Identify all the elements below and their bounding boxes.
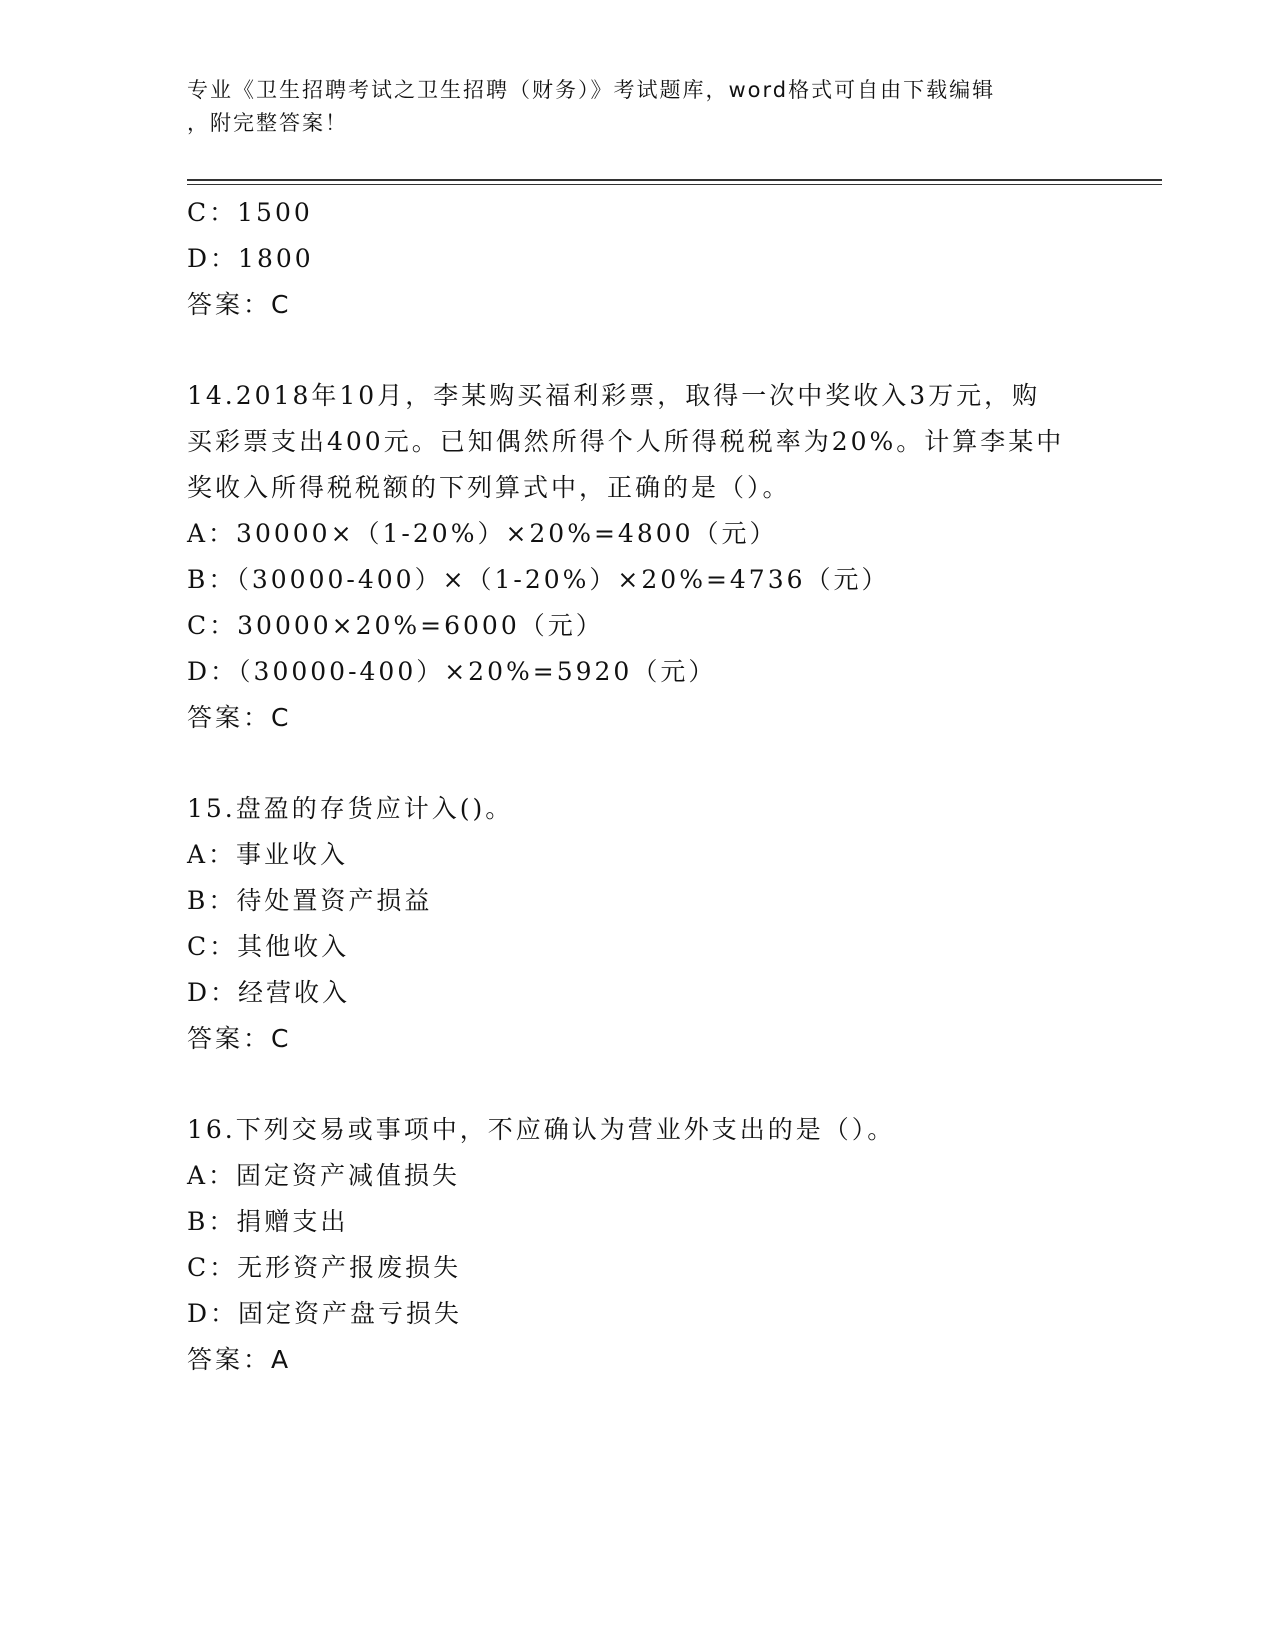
option-b: B：（30000-400）×（1-20%）×20%=4736（元） <box>187 565 890 594</box>
option-d: D：（30000-400）×20%=5920（元） <box>187 657 717 686</box>
header-divider <box>187 179 1162 181</box>
option-d: D：1800 <box>187 244 314 273</box>
answer-line: 答案：A <box>187 1345 292 1374</box>
option-c: C：其他收入 <box>187 932 350 961</box>
option-c: C：30000×20%=6000（元） <box>187 611 604 640</box>
header-line-2: ，附完整答案！ <box>187 111 348 135</box>
option-c: C：1500 <box>187 198 313 227</box>
question-stem-line: 15.盘盈的存货应计入()。 <box>187 794 514 823</box>
answer-line: 答案：C <box>187 703 292 732</box>
answer-line: 答案：C <box>187 1024 292 1053</box>
answer-line: 答案：C <box>187 290 292 319</box>
question-stem-line: 买彩票支出400元。已知偶然所得个人所得税税率为20%。计算李某中 <box>187 427 1065 456</box>
document-header <box>187 74 1087 140</box>
option-a: A：事业收入 <box>187 840 349 869</box>
question-list <box>187 190 1087 1383</box>
option-b: B：捐赠支出 <box>187 1207 349 1236</box>
question-stem-line: 14.2018年10月，李某购买福利彩票，取得一次中奖收入3万元，购 <box>187 381 1041 410</box>
option-b: B：待处置资产损益 <box>187 886 433 915</box>
option-a: A：固定资产减值损失 <box>187 1161 461 1190</box>
question-stem-line: 奖收入所得税税额的下列算式中，正确的是（）。 <box>187 473 791 502</box>
option-c: C：无形资产报废损失 <box>187 1253 462 1282</box>
option-a: A：30000×（1-20%）×20%=4800（元） <box>187 519 778 548</box>
option-d: D：经营收入 <box>187 978 351 1007</box>
option-d: D：固定资产盘亏损失 <box>187 1299 463 1328</box>
header-divider-thin <box>187 184 1162 185</box>
question-stem-line: 16.下列交易或事项中，不应确认为营业外支出的是（）。 <box>187 1115 896 1144</box>
header-line-1: 专业《卫生招聘考试之卫生招聘（财务）》考试题库，word格式可自由下载编辑 <box>187 78 996 102</box>
